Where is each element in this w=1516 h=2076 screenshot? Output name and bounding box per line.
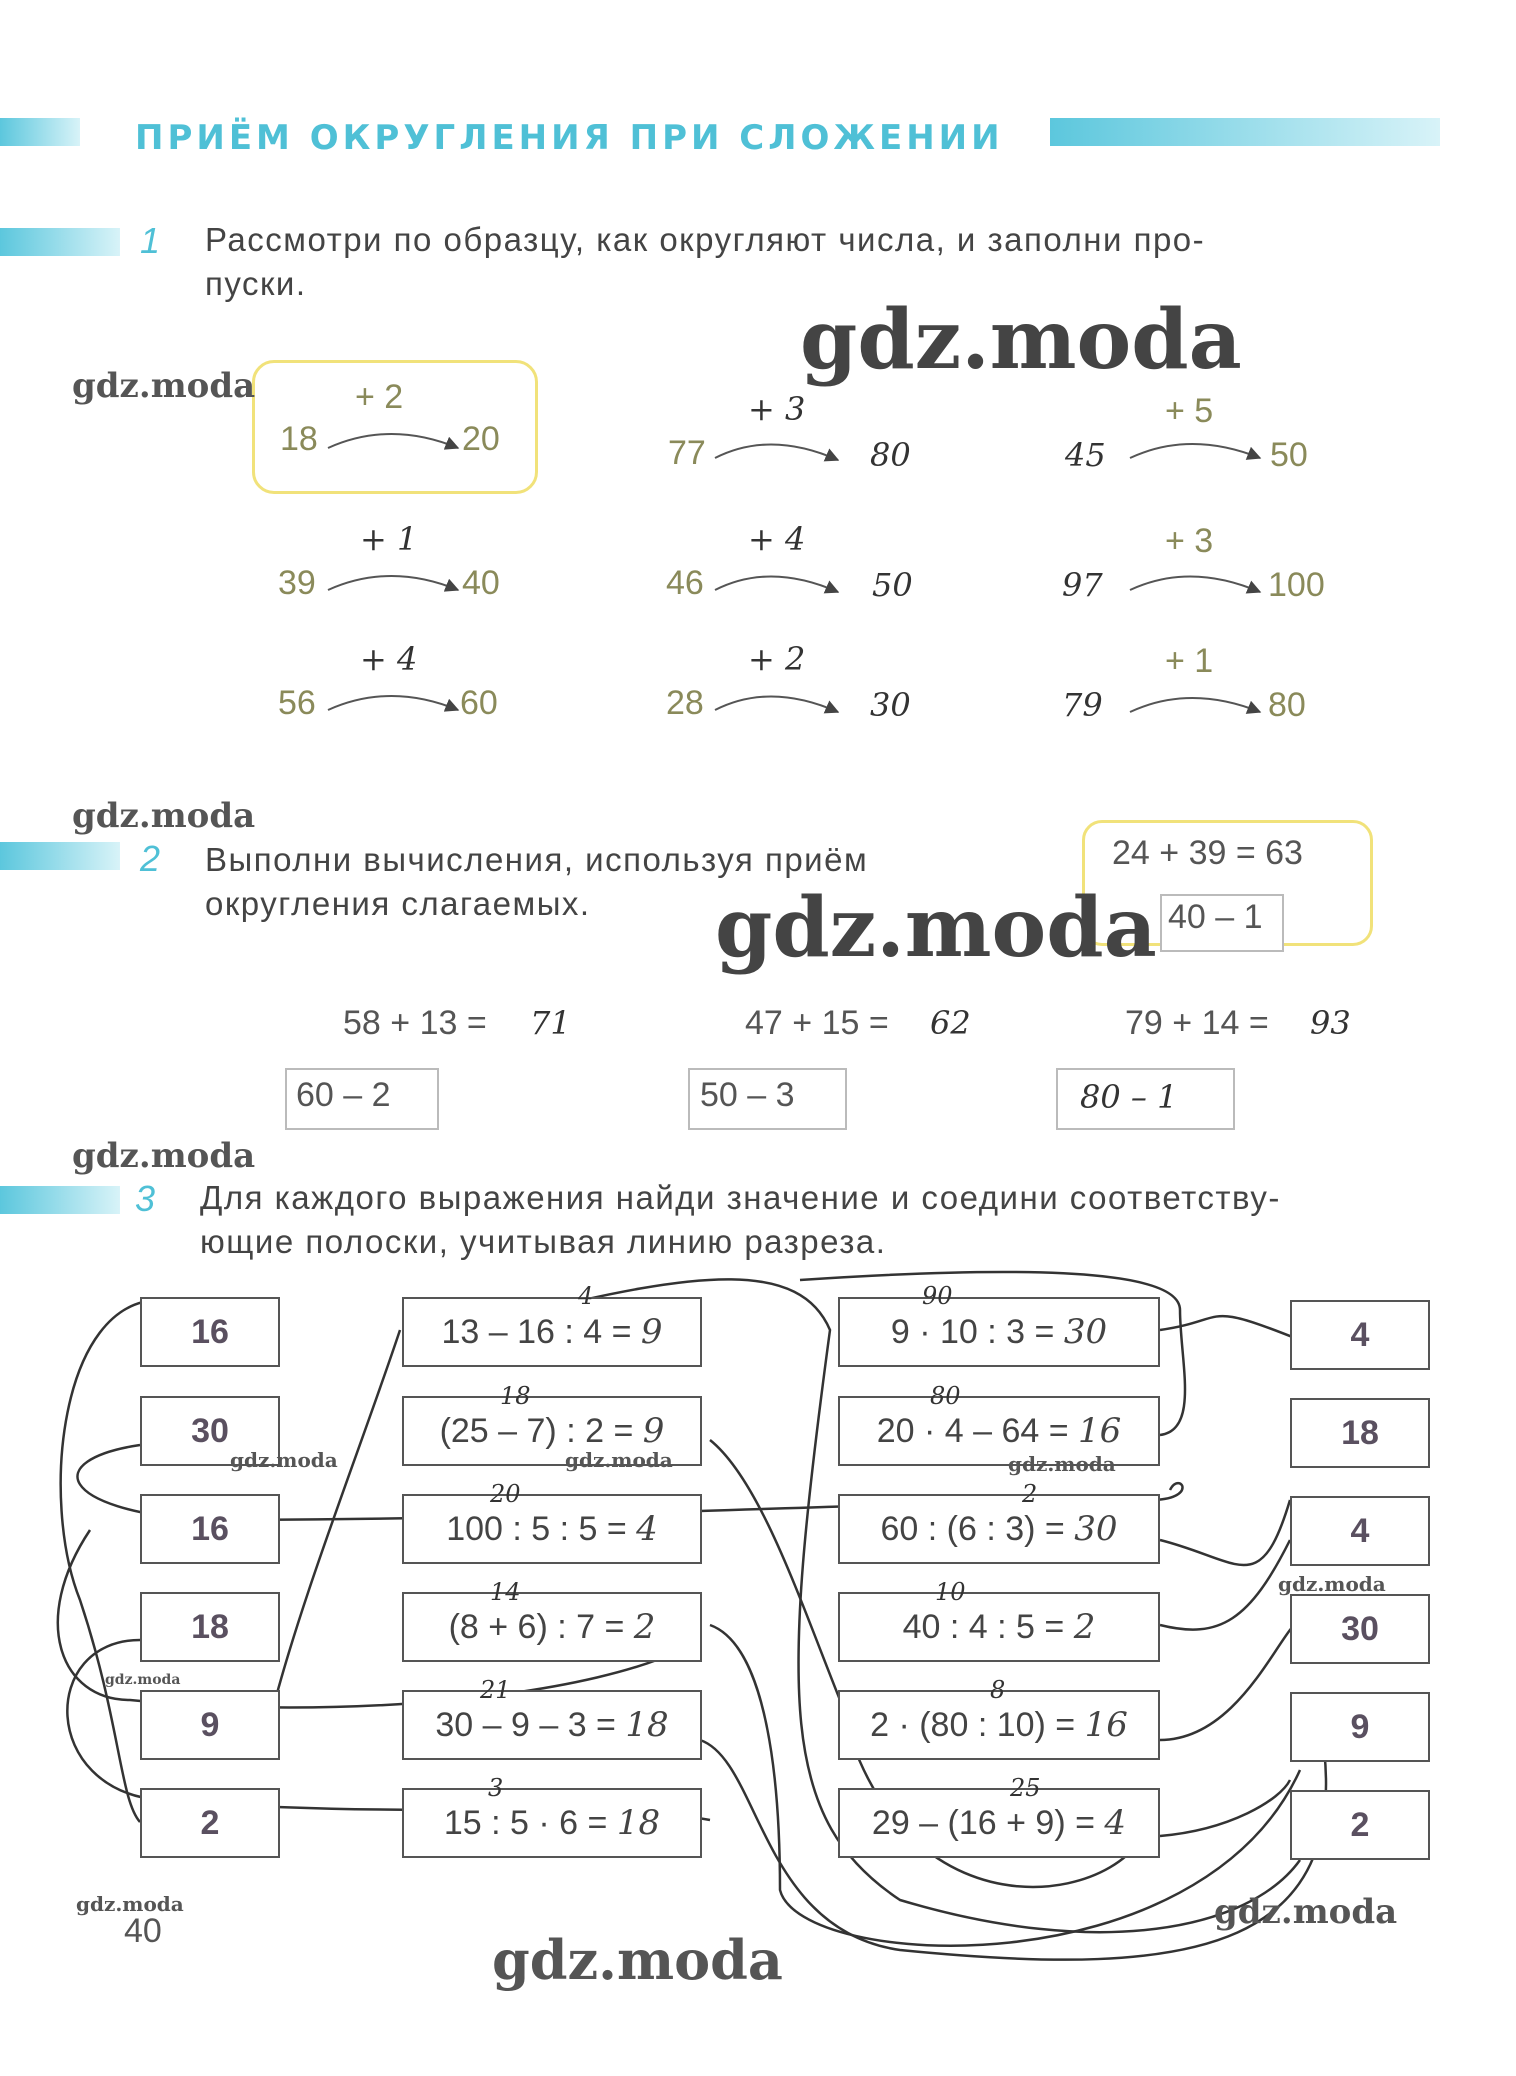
left-answer-4[interactable]: 18 xyxy=(140,1592,280,1662)
watermark-1: gdz.moda xyxy=(800,292,1242,388)
col1-strip-3[interactable]: 100 : 5 : 5 = 4 xyxy=(402,1494,702,1564)
task2-number: 2 xyxy=(140,838,161,879)
task2-hint-1: 60 – 2 xyxy=(296,1076,391,1114)
t1-to-1: 20 xyxy=(462,420,500,458)
task2-instruction-line2: округления слагаемых. xyxy=(205,885,591,922)
t1-from-6: 97 xyxy=(1062,566,1103,604)
watermark-3: gdz.moda xyxy=(72,796,256,836)
col2-strip-1[interactable]: 9 · 10 : 3 = 30 xyxy=(838,1297,1160,1367)
watermark-8: gdz.moda xyxy=(1008,1452,1116,1476)
task2-expr-2: 47 + 15 = xyxy=(745,1004,889,1042)
t1-step-3: + 5 xyxy=(1165,392,1214,430)
task2-expr-3: 79 + 14 = xyxy=(1125,1004,1269,1042)
task2-answer-1: 71 xyxy=(530,1004,571,1042)
page-title: ПРИЁМ ОКРУГЛЕНИЯ ПРИ СЛОЖЕНИИ xyxy=(135,118,1004,158)
task2-sample-expr: 24 + 39 = 63 xyxy=(1112,834,1303,872)
col2-note-2: 80 xyxy=(930,1382,961,1410)
col2-strip-6[interactable]: 29 – (16 + 9) = 4 xyxy=(838,1788,1160,1858)
watermark-10: gdz.moda xyxy=(105,1672,181,1688)
task2-instruction-line1: Выполни вычисления, используя приём xyxy=(205,841,869,878)
col1-note-6: 3 xyxy=(488,1774,504,1802)
task2-expr-1: 58 + 13 = xyxy=(343,1004,487,1042)
task2-sample-hint: 40 – 1 xyxy=(1168,898,1263,936)
task1-instruction-line1: Рассмотри по образцу, как округляют числа, и заполни про- xyxy=(205,221,1206,258)
left-answer-3[interactable]: 16 xyxy=(140,1494,280,1564)
t1-step-6: + 3 xyxy=(1165,522,1214,560)
t1-from-1: 18 xyxy=(280,420,318,458)
t1-step-7: + 4 xyxy=(360,640,418,678)
left-answer-5[interactable]: 9 xyxy=(140,1690,280,1760)
col1-note-1: 4 xyxy=(578,1282,594,1310)
task2-answer-2: 62 xyxy=(930,1004,971,1042)
watermark-9: gdz.moda xyxy=(1278,1572,1386,1596)
watermark-12: gdz.moda xyxy=(1214,1892,1398,1932)
watermark-4: gdz.moda xyxy=(715,880,1157,976)
col2-note-3: 2 xyxy=(1022,1480,1038,1508)
col1-note-4: 14 xyxy=(490,1578,521,1606)
watermark-5: gdz.moda xyxy=(72,1136,256,1176)
left-answer-1[interactable]: 16 xyxy=(140,1297,280,1367)
col1-strip-4[interactable]: (8 + 6) : 7 = 2 xyxy=(402,1592,702,1662)
t1-from-5: 46 xyxy=(666,564,704,602)
col1-note-2: 18 xyxy=(500,1382,531,1410)
t1-to-2: 80 xyxy=(870,436,911,474)
col1-strip-2[interactable]: (25 – 7) : 2 = 9 xyxy=(402,1396,702,1466)
watermark-11: gdz.moda xyxy=(76,1892,184,1916)
t1-to-5: 50 xyxy=(872,566,913,604)
page-number: 40 xyxy=(124,1912,162,1950)
col1-strip-6[interactable]: 15 : 5 · 6 = 18 xyxy=(402,1788,702,1858)
t1-step-5: + 4 xyxy=(748,520,806,558)
col2-strip-4[interactable]: 40 : 4 : 5 = 2 xyxy=(838,1592,1160,1662)
t1-to-9: 80 xyxy=(1268,686,1306,724)
watermark-6: gdz.moda xyxy=(230,1448,338,1472)
task2-hint-3: 80 – 1 xyxy=(1080,1078,1178,1116)
task2-hint-2: 50 – 3 xyxy=(700,1076,795,1114)
right-answer-5[interactable]: 9 xyxy=(1290,1692,1430,1762)
t1-to-7: 60 xyxy=(460,684,498,722)
col2-note-1: 90 xyxy=(922,1282,953,1310)
t1-from-9: 79 xyxy=(1062,686,1103,724)
right-answer-2[interactable]: 18 xyxy=(1290,1398,1430,1468)
t1-step-4: + 1 xyxy=(360,520,418,558)
right-answer-4[interactable]: 30 xyxy=(1290,1594,1430,1664)
task1-number: 1 xyxy=(140,220,161,261)
t1-from-4: 39 xyxy=(278,564,316,602)
task3-number: 3 xyxy=(135,1178,156,1219)
task2-answer-3: 93 xyxy=(1310,1004,1351,1042)
col2-note-4: 10 xyxy=(935,1578,966,1606)
t1-from-3: 45 xyxy=(1065,436,1106,474)
col2-strip-5[interactable]: 2 · (80 : 10) = 16 xyxy=(838,1690,1160,1760)
t1-to-3: 50 xyxy=(1270,436,1308,474)
col1-note-3: 20 xyxy=(490,1480,521,1508)
right-answer-1[interactable]: 4 xyxy=(1290,1300,1430,1370)
t1-step-9: + 1 xyxy=(1165,642,1214,680)
watermark-7: gdz.moda xyxy=(565,1448,673,1472)
t1-step-8: + 2 xyxy=(748,640,806,678)
t1-to-4: 40 xyxy=(462,564,500,602)
t1-from-7: 56 xyxy=(278,684,316,722)
watermark-2: gdz.moda xyxy=(72,366,256,406)
col2-strip-3[interactable]: 60 : (6 : 3) = 30 xyxy=(838,1494,1160,1564)
task3-instruction-line1: Для каждого выражения найди значение и соедини соответству- xyxy=(200,1179,1281,1216)
col1-note-5: 21 xyxy=(480,1676,511,1704)
right-answer-3[interactable]: 4 xyxy=(1290,1496,1430,1566)
t1-to-6: 100 xyxy=(1268,566,1325,604)
left-answer-2[interactable]: 30 xyxy=(140,1396,280,1466)
watermark-13: gdz.moda xyxy=(492,1928,783,1992)
task3-instruction-line2: ющие полоски, учитывая линию разреза. xyxy=(200,1223,887,1260)
t1-step-2: + 3 xyxy=(748,390,806,428)
t1-from-2: 77 xyxy=(668,434,706,472)
col2-note-6: 25 xyxy=(1010,1774,1041,1802)
col2-strip-2[interactable]: 20 · 4 – 64 = 16 xyxy=(838,1396,1160,1466)
col1-strip-5[interactable]: 30 – 9 – 3 = 18 xyxy=(402,1690,702,1760)
t1-to-8: 30 xyxy=(870,686,911,724)
left-answer-6[interactable]: 2 xyxy=(140,1788,280,1858)
col1-strip-1[interactable]: 13 – 16 : 4 = 9 xyxy=(402,1297,702,1367)
t1-from-8: 28 xyxy=(666,684,704,722)
task1-instruction-line2: пуски. xyxy=(205,265,307,302)
t1-step-1: + 2 xyxy=(355,378,404,416)
col2-note-5: 8 xyxy=(990,1676,1006,1704)
right-answer-6[interactable]: 2 xyxy=(1290,1790,1430,1860)
